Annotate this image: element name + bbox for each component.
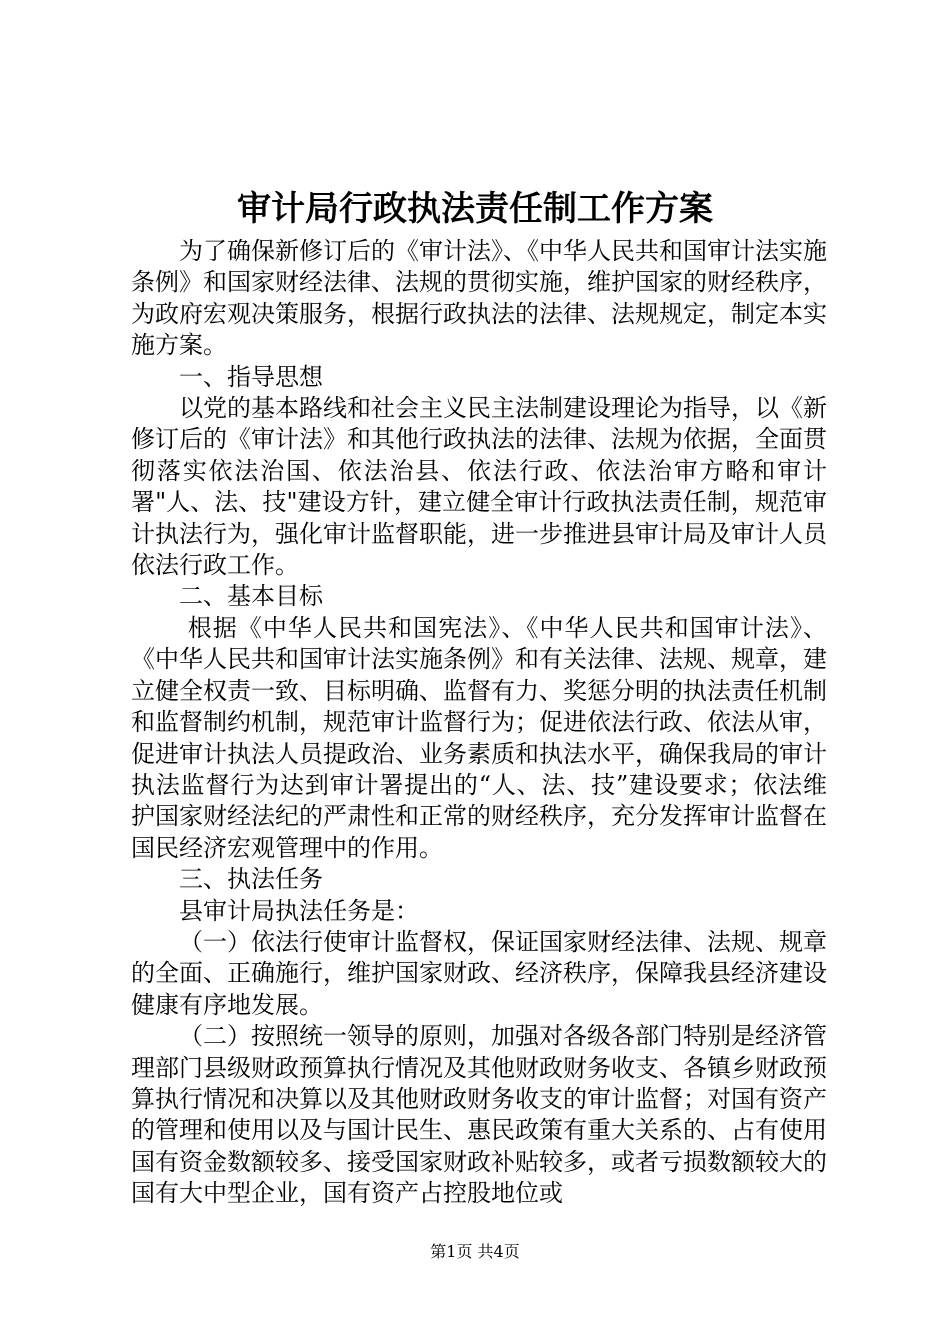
document-title: 审计局行政执法责任制工作方案 <box>237 189 713 229</box>
paragraph-guiding-ideology: 以党的基本路线和社会主义民主法制建设理论为指导，以《新修订后的《审计法》和其他行政执法的法律、法规为依据，全面贯彻落实依法治国、依法治县、依法行政、依法治审方略和审计署"人、法、技"建设方针，建立健全审计行政执法责任制，规范审计执法行为，强化审计监督职能，进一步推进县审计局及审计人员依法行政工作。 <box>131 394 827 580</box>
paragraph-basic-goals: 根据《中华人民共和国宪法》、《中华人民共和国审计法》、《中华人民共和国审计法实施条例》和有关法律、法规、规章，建立健全权责一致、目标明确、监督有力、奖惩分明的执法责任机制和监督制约机制，规范审计监督行为；促进依法行政、依法从审，促进审计执法人员提政治、业务素质和执法水平，确保我局的审计执法监督行为达到审计署提出的“人、法、技”建设要求；依法维护国家财经法纪的严肃性和正常的财经秩序，充分发挥审计监督在国民经济宏观管理中的作用。 <box>131 613 827 862</box>
section-heading-enforcement-tasks: 三、执法任务 <box>179 865 323 894</box>
paragraph-task-one: （一）依法行使审计监督权，保证国家财经法律、法规、规章的全面、正确施行，维护国家财政、经济秩序，保障我县经济建设健康有序地发展。 <box>131 927 827 1019</box>
paragraph-task-two: （二）按照统一领导的原则，加强对各级各部门特别是经济管理部门县级财政预算执行情况及其他财政财务收支、各镇乡财政预算执行情况和决算以及其他财政财务收支的审计监督；对国有资产的管理和使用以及与国计民生、惠民政策有重大关系的、占有使用国有资金数额较多、接受国家财政补贴较多，或者亏损数额较大的国有大中型企业，国有资产占控股地位或 <box>131 1022 827 1208</box>
section-heading-basic-goals: 二、基本目标 <box>179 582 323 611</box>
document-body <box>131 236 827 1210</box>
page-number-footer: 第1页 共4页 <box>430 1242 520 1261</box>
paragraph-intro: 为了确保新修订后的《审计法》、《中华人民共和国审计法实施条例》和国家财经法律、法规的贯彻实施，维护国家的财经秩序，为政府宏观决策服务，根据行政执法的法律、法规规定，制定本实施方案。 <box>131 237 827 360</box>
section-heading-guiding-ideology: 一、指导思想 <box>179 362 323 391</box>
paragraph-tasks-intro: 县审计局执法任务是： <box>179 896 419 925</box>
